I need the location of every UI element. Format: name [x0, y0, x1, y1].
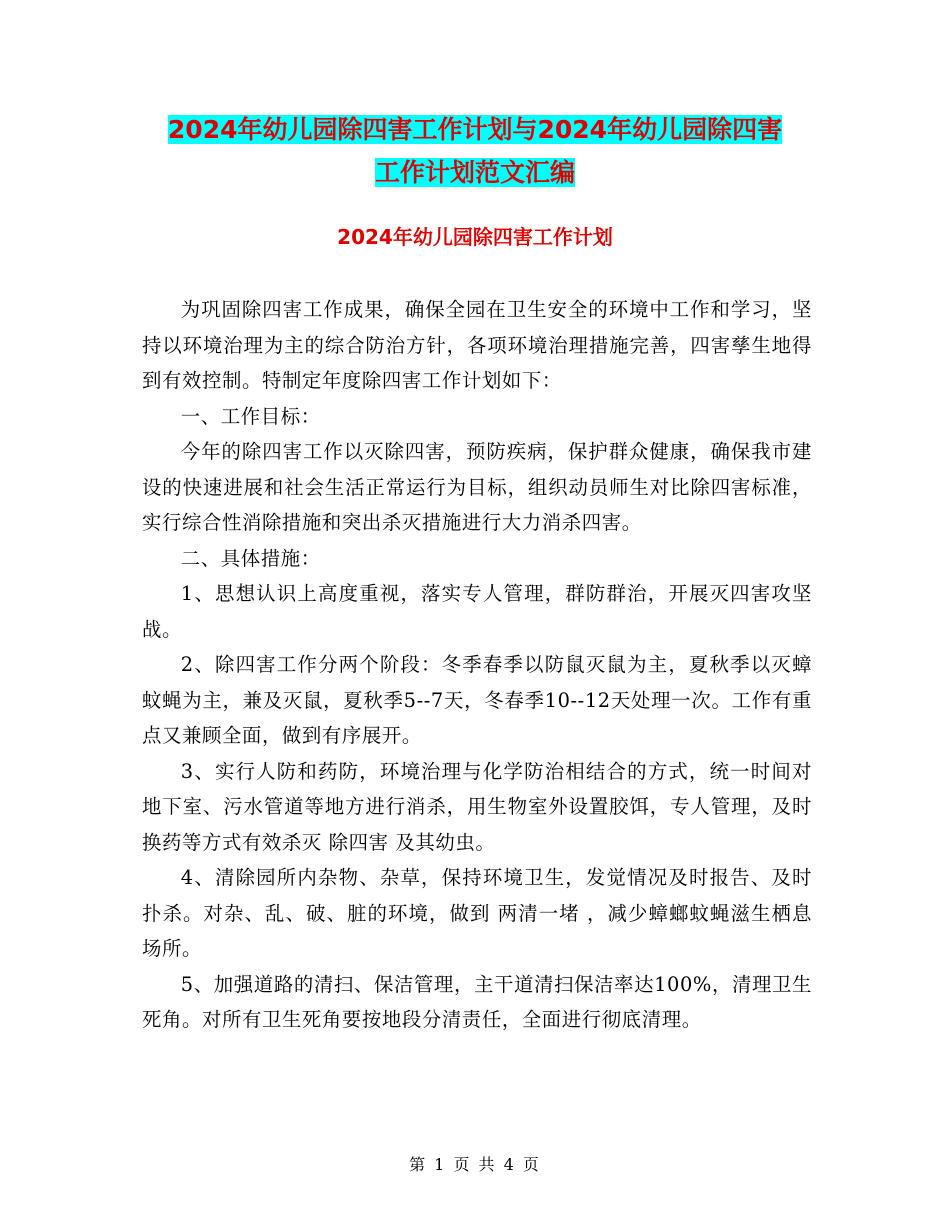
paragraph-measure-3: 3、实行人防和药防，环境治理与化学防治相结合的方式，统一时间对地下室、污水管道等地方进行消杀，用生物室外设置胶饵，专人管理，及时换药等方式有效杀灭 除四害 及其幼虫。 [142, 759, 812, 854]
document-title-line2: 工作计划范文汇编 [374, 158, 575, 187]
heading-work-goals: 一、工作目标： [180, 404, 321, 428]
section-title: 2024年幼儿园除四害工作计划 [337, 225, 613, 249]
document-body [142, 292, 812, 1038]
paragraph-goals: 今年的除四害工作以灭除四害，预防疾病，保护群众健康，确保我市建设的快速进展和社会生活正常运行为目标，组织动员师生对比除四害标准，实行综合性消除措施和突出杀灭措施进行大力消杀四害。 [142, 440, 812, 534]
document-title-line1: 2024年幼儿园除四害工作计划与2024年幼儿园除四害 [167, 115, 783, 144]
paragraph-measure-5: 5、加强道路的清扫、保洁管理，主干道清扫保洁率达100%，清理卫生死角。对所有卫生死角要按地段分清责任，全面进行彻底清理。 [142, 972, 812, 1031]
paragraph-measure-4: 4、清除园所内杂物、杂草，保持环境卫生，发觉情况及时报告、及时扑杀。对杂、乱、破、脏的环境，做到 两清一堵 ，减少蟑螂蚊蝇滋生栖息场所。 [142, 866, 812, 960]
heading-measures: 二、具体措施： [180, 546, 321, 570]
paragraph-measure-2: 2、除四害工作分两个阶段：冬季春季以防鼠灭鼠为主，夏秋季以灭蟑蚊蝇为主，兼及灭鼠，夏秋季5--7天，冬春季10--12天处理一次。工作有重点又兼顾全面，做到有序展开。 [142, 653, 812, 747]
document-title [140, 108, 810, 194]
paragraph-intro: 为巩固除四害工作成果，确保全园在卫生安全的环境中工作和学习，坚持以环境治理为主的综合防治方针，各项环境治理措施完善，四害孳生地得到有效控制。特制定年度除四害工作计划如下： [142, 298, 812, 392]
page-footer: 第 1 页 共 4 页 [409, 1155, 541, 1174]
paragraph-measure-1: 1、思想认识上高度重视，落实专人管理，群防群治，开展灭四害攻坚战。 [142, 582, 812, 641]
